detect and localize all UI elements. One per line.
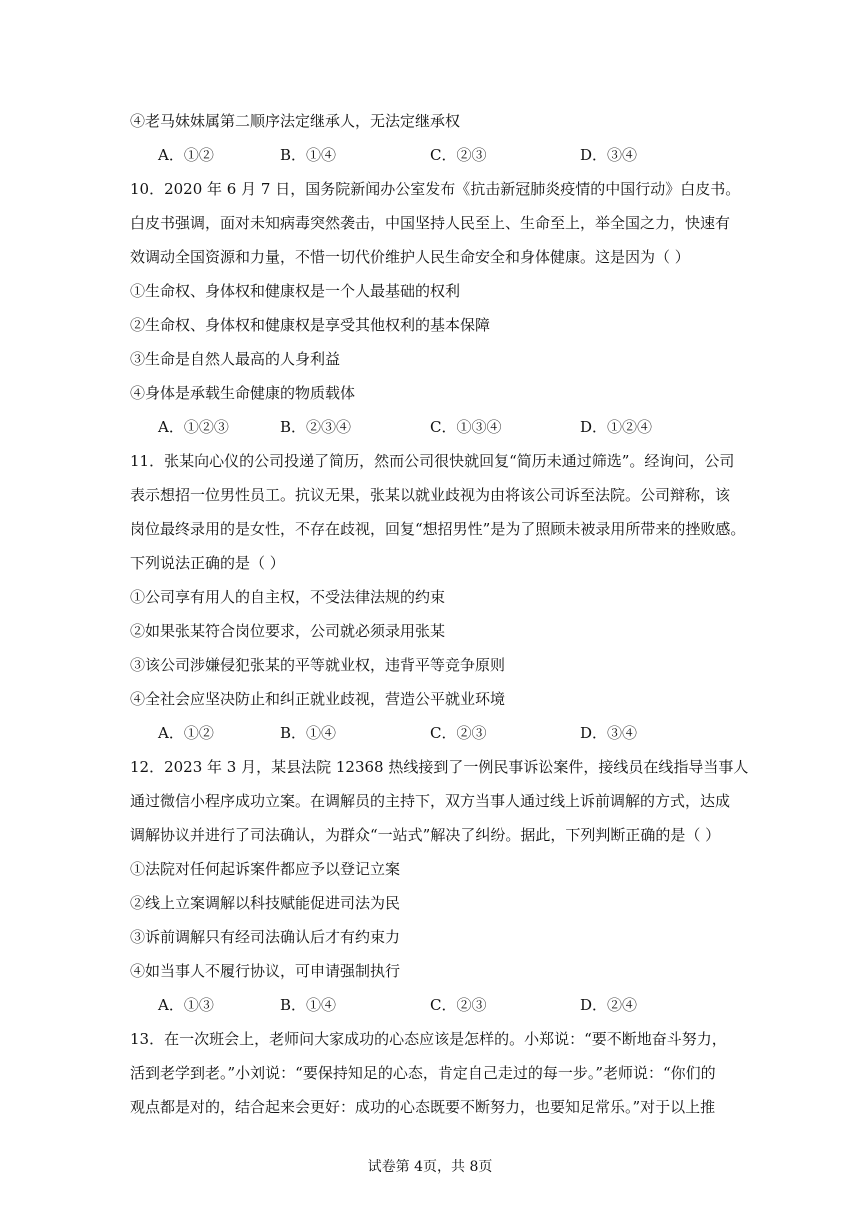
q11-stem-line-3: 岗位最终录用的是女性，不存在歧视，回复“想招男性”是为了照顾未被录用所带来的挫败感。 xyxy=(130,520,746,538)
q12-stem-line-2: 通过微信小程序成功立案。在调解员的主持下，双方当事人通过线上诉前调解的方式，达成 xyxy=(130,792,731,810)
q12-option-c: C．②③ xyxy=(430,996,487,1014)
q11-option-b: B．①④ xyxy=(280,724,337,742)
q9-option-c: C．②③ xyxy=(430,146,487,164)
q11-item-1: ①公司享有用人的自主权，不受法律法规的约束 xyxy=(130,588,446,606)
q10-option-b: B．②③④ xyxy=(280,418,352,436)
q10-option-c: C．①③④ xyxy=(430,418,502,436)
q12-item-3: ③诉前调解只有经司法确认后才有约束力 xyxy=(130,928,401,946)
q11-item-4: ④全社会应坚决防止和纠正就业歧视，营造公平就业环境 xyxy=(130,690,506,708)
q9-item-4: ④老马妹妹属第二顺序法定继承人，无法定继承权 xyxy=(130,112,461,130)
q11-stem-line-1: 11．张某向心仪的公司投递了简历，然而公司很快就回复“简历未通过筛选”。经询问，公司 xyxy=(130,452,735,470)
q11-option-d: D．③④ xyxy=(580,724,638,742)
q10-item-2: ②生命权、身体权和健康权是享受其他权利的基本保障 xyxy=(130,316,491,334)
q9-options xyxy=(158,145,718,165)
q10-item-3: ③生命是自然人最高的人身利益 xyxy=(130,350,341,368)
q12-stem-line-3: 调解协议并进行了司法确认，为群众“一站式”解决了纠纷。据此，下列判断正确的是（ ） xyxy=(130,826,721,844)
q9-option-d: D．③④ xyxy=(580,146,638,164)
q10-stem-line-1: 10．2020 年 6 月 7 日，国务院新闻办公室发布《抗击新冠肺炎疫情的中国行动》白皮书。 xyxy=(130,180,741,198)
q12-item-1: ①法院对任何起诉案件都应予以登记立案 xyxy=(130,860,401,878)
q12-stem-line-1: 12．2023 年 3 月，某县法院 12368 热线接到了一例民事诉讼案件，接线员在线指导当事人 xyxy=(130,758,749,776)
q13-stem-line-3: 观点都是对的，结合起来会更好：成功的心态既要不断努力，也要知足常乐。”对于以上推 xyxy=(130,1098,716,1116)
q11-option-a: A．①② xyxy=(158,724,214,742)
q12-options xyxy=(158,995,718,1015)
q11-stem-line-4: 下列说法正确的是（ ） xyxy=(130,554,285,572)
q12-item-4: ④如当事人不履行协议，可申请强制执行 xyxy=(130,962,401,980)
q12-option-a: A．①③ xyxy=(158,996,214,1014)
q9-option-a: A．①② xyxy=(158,146,214,164)
q11-option-c: C．②③ xyxy=(430,724,487,742)
q11-item-2: ②如果张某符合岗位要求，公司就必须录用张某 xyxy=(130,622,446,640)
q10-option-d: D．①②④ xyxy=(580,418,653,436)
q10-stem-line-3: 效调动全国资源和力量，不惜一切代价维护人民生命安全和身体健康。这是因为（ ） xyxy=(130,248,690,266)
q10-item-4: ④身体是承载生命健康的物质载体 xyxy=(130,384,356,402)
q9-option-b: B．①④ xyxy=(280,146,337,164)
q12-option-d: D．②④ xyxy=(580,996,638,1014)
q12-item-2: ②线上立案调解以科技赋能促进司法为民 xyxy=(130,894,401,912)
q10-item-1: ①生命权、身体权和健康权是一个人最基础的权利 xyxy=(130,282,461,300)
page-footer: 试卷第 4页，共 8页 xyxy=(367,1159,493,1175)
q10-option-a: A．①②③ xyxy=(158,418,229,436)
q11-stem-line-2: 表示想招一位男性员工。抗议无果，张某以就业歧视为由将该公司诉至法院。公司辩称，该 xyxy=(130,486,731,504)
q13-stem-line-1: 13．在一次班会上，老师问大家成功的心态应该是怎样的。小郑说：“要不断地奋斗努力， xyxy=(130,1030,727,1048)
q10-options xyxy=(158,417,718,437)
q13-stem-line-2: 活到老学到老。”小刘说：“要保持知足的心态，肯定自己走过的每一步。”老师说：“你们的 xyxy=(130,1064,716,1082)
q11-item-3: ③该公司涉嫌侵犯张某的平等就业权，违背平等竞争原则 xyxy=(130,656,506,674)
q10-stem-line-2: 白皮书强调，面对未知病毒突然袭击，中国坚持人民至上、生命至上，举全国之力，快速有 xyxy=(130,214,731,232)
q11-options xyxy=(158,723,718,743)
q12-option-b: B．①④ xyxy=(280,996,337,1014)
